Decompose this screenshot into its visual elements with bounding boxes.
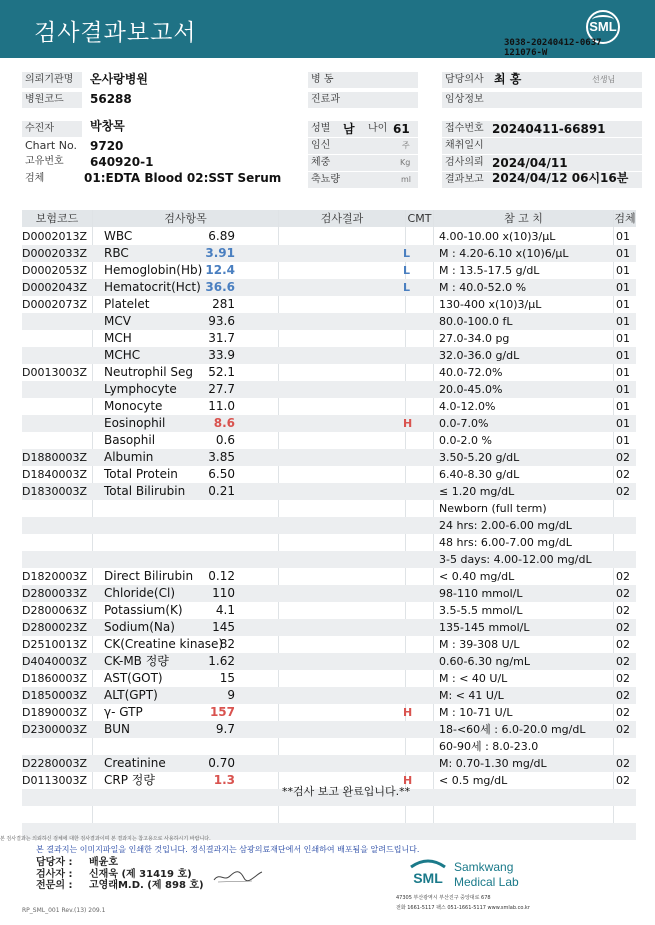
- result-cell: 1.3: [213, 773, 235, 787]
- specimen-cell: 01: [616, 400, 630, 413]
- test-item-cell: Monocyte: [104, 399, 163, 413]
- receipt-value: 20240411-66891: [492, 122, 606, 136]
- specimen-cell: 02: [616, 672, 630, 685]
- specimen-cell: 01: [616, 230, 630, 243]
- result-cell: 4.1: [215, 603, 235, 617]
- urine-volume-unit: ml: [401, 175, 412, 184]
- cmt-flag-cell: H: [403, 706, 413, 719]
- test-item-cell: Total Bilirubin: [104, 484, 186, 498]
- specimen-cell: 01: [616, 366, 630, 379]
- cmt-flag-cell: H: [403, 774, 413, 787]
- specimen-cell: 02: [616, 774, 630, 787]
- insurance-code-cell: D2800033Z: [22, 587, 87, 600]
- cmt-flag-cell: L: [403, 281, 411, 294]
- request-date-label: 검사의뢰: [442, 155, 642, 171]
- reference-cell: 48 hrs: 6.00-7.00 mg/dL: [439, 536, 572, 549]
- reference-cell: 4.0-12.0%: [439, 400, 496, 413]
- col-reference: 참 고 치: [434, 210, 613, 227]
- svg-text:SML: SML: [413, 870, 443, 886]
- test-item-cell: γ- GTP: [104, 705, 143, 719]
- company-name-line-2: Medical Lab: [454, 875, 519, 889]
- specimen-cell: 01: [616, 315, 630, 328]
- test-item-cell: ALT(GPT): [104, 688, 158, 702]
- col-test-item: 검사항목: [93, 210, 278, 227]
- form-number: RP_SML_001 Rev.(13) 209.1: [22, 907, 106, 914]
- hospital-code-label: 병원코드: [22, 92, 82, 108]
- report-time-label: 결과보고: [442, 172, 642, 188]
- reference-cell: 130-400 x(10)3/μL: [439, 298, 542, 311]
- reference-cell: 3.50-5.20 g/dL: [439, 451, 520, 464]
- pregnancy-unit: 주: [402, 141, 410, 150]
- result-cell: 145: [212, 620, 235, 634]
- insurance-code-cell: D2280003Z: [22, 757, 87, 770]
- test-item-cell: RBC: [104, 246, 129, 260]
- reference-cell: 4.00-10.00 x(10)3/μL: [439, 230, 556, 243]
- insurance-code-cell: D0002033Z: [22, 247, 87, 260]
- result-cell: 27.7: [208, 382, 235, 396]
- age-label: 나이: [368, 123, 388, 134]
- test-item-cell: Hemoglobin(Hb): [104, 263, 203, 277]
- result-cell: 11.0: [208, 399, 235, 413]
- result-cell: 9: [227, 688, 235, 702]
- col-result: 검사결과: [279, 210, 405, 227]
- result-cell: 6.89: [208, 229, 235, 243]
- specimen-cell: 02: [616, 689, 630, 702]
- result-cell: 8.6: [213, 416, 235, 430]
- reference-cell: M : 10-71 U/L: [439, 706, 513, 719]
- specimen-cell: 01: [616, 332, 630, 345]
- age-value: 61: [393, 122, 410, 136]
- specimen-cell: 01: [616, 383, 630, 396]
- reference-cell: M : 40.0-52.0 %: [439, 281, 527, 294]
- test-item-cell: Sodium(Na): [104, 620, 175, 634]
- test-item-cell: CRP 정량: [104, 773, 155, 787]
- reference-cell: 0.0-7.0%: [439, 417, 489, 430]
- col-cmt: CMT: [407, 212, 432, 225]
- insurance-code-cell: D0002053Z: [22, 264, 87, 277]
- specimen-cell: 02: [616, 638, 630, 651]
- report-time-value: 2024/04/12 06시16분: [492, 171, 629, 185]
- receipt-label: 접수번호: [442, 121, 642, 137]
- weight-label: 체중: [308, 155, 418, 171]
- company-contact: 전화 1661-5117 팩스 051-1661-5117 www.smlab.co.kr: [396, 905, 530, 911]
- doctor-value: 최 홍: [494, 72, 522, 86]
- insurance-code-cell: D1840003Z: [22, 468, 87, 481]
- cmt-flag-cell: H: [403, 417, 413, 430]
- result-cell: 3.91: [205, 246, 235, 260]
- insurance-code-cell: D2800063Z: [22, 604, 87, 617]
- insurance-code-cell: D1830003Z: [22, 485, 87, 498]
- reference-cell: 0.0-2.0 %: [439, 434, 492, 447]
- chart-value: 9720: [90, 139, 124, 153]
- result-cell: 15: [219, 671, 235, 685]
- specimen-cell: 01: [616, 247, 630, 260]
- result-cell: 0.21: [208, 484, 235, 498]
- specimen-cell: 01: [616, 434, 630, 447]
- insurance-code-cell: D0002043Z: [22, 281, 87, 294]
- barcode-line-2: 121076-W: [504, 48, 548, 58]
- barcode-line-1: 3038-20240412-0637: [504, 38, 602, 48]
- reference-cell: 60-90세 : 8.0-23.0: [439, 740, 539, 753]
- reference-cell: M: 0.70-1.30 mg/dL: [439, 757, 547, 770]
- reference-cell: Newborn (full term): [439, 502, 547, 515]
- insurance-code-cell: D2510013Z: [22, 638, 87, 651]
- reference-cell: 18-<60세 : 6.0-20.0 mg/dL: [439, 723, 586, 736]
- specimen-cell: 02: [616, 451, 630, 464]
- specimen-cell: 01: [616, 298, 630, 311]
- specimen-cell: 01: [616, 417, 630, 430]
- reference-cell: < 0.40 mg/dL: [439, 570, 515, 583]
- test-item-cell: MCH: [104, 331, 132, 345]
- sml-logo-icon: SML: [586, 10, 620, 44]
- insurance-code-cell: D1820003Z: [22, 570, 87, 583]
- test-item-cell: Hematocrit(Hct): [104, 280, 201, 294]
- reference-cell: < 0.5 mg/dL: [439, 774, 508, 787]
- specimen-cell: 02: [616, 468, 630, 481]
- specimen-cell: 02: [616, 621, 630, 634]
- cmt-flag-cell: L: [403, 247, 411, 260]
- signer-name-tester: 신재욱 (제 31419 호): [89, 869, 192, 880]
- result-cell: 52.1: [208, 365, 235, 379]
- urine-volume-label: 축뇨량: [308, 172, 418, 188]
- col-specimen: 검체: [614, 212, 636, 225]
- reference-cell: 135-145 mmol/L: [439, 621, 530, 634]
- test-item-cell: Chloride(Cl): [104, 586, 176, 600]
- result-cell: 0.6: [215, 433, 235, 447]
- ward-label: 병 동: [308, 72, 418, 88]
- sml-footer-logo-icon: [407, 857, 449, 887]
- result-cell: 93.6: [208, 314, 235, 328]
- sex-label: 성별: [308, 121, 418, 137]
- test-item-cell: Platelet: [104, 297, 150, 311]
- signer-label-specialist: 전문의 :: [36, 880, 73, 891]
- result-cell: 6.50: [208, 467, 235, 481]
- reference-cell: 98-110 mmol/L: [439, 587, 523, 600]
- fine-print: 본 검사결과는 의뢰하신 검체에 대한 검사결과이며 본 결과지는 참고용으로 사용하시기 바랍니다.: [0, 836, 211, 842]
- specimen-cell: 01: [616, 264, 630, 277]
- specimen-cell: 02: [616, 757, 630, 770]
- test-item-cell: AST(GOT): [104, 671, 163, 685]
- cmt-flag-cell: L: [403, 264, 411, 277]
- reference-cell: 40.0-72.0%: [439, 366, 503, 379]
- collection-time-label: 채취일시: [442, 138, 642, 154]
- reference-cell: 32.0-36.0 g/dL: [439, 349, 520, 362]
- unique-id-value: 640920-1: [90, 155, 154, 169]
- result-cell: 82: [219, 637, 235, 651]
- reference-cell: 27.0-34.0 pg: [439, 332, 510, 345]
- insurance-code-cell: D1850003Z: [22, 689, 87, 702]
- reference-cell: 24 hrs: 2.00-6.00 mg/dL: [439, 519, 572, 532]
- reference-cell: M : 4.20-6.10 x(10)6/μL: [439, 247, 569, 260]
- result-cell: 1.62: [208, 654, 235, 668]
- test-item-cell: MCHC: [104, 348, 141, 362]
- col-insurance-code: 보험코드: [22, 210, 92, 227]
- clinical-info-label: 임상정보: [442, 92, 642, 108]
- report-header: [0, 0, 655, 58]
- result-cell: 31.7: [208, 331, 235, 345]
- result-cell: 33.9: [208, 348, 235, 362]
- reference-cell: 80.0-100.0 fL: [439, 315, 513, 328]
- test-item-cell: Creatinine: [104, 756, 166, 770]
- specimen-cell: 02: [616, 706, 630, 719]
- test-item-cell: BUN: [104, 722, 130, 736]
- pregnancy-label: 임신: [308, 138, 418, 154]
- reference-cell: 20.0-45.0%: [439, 383, 503, 396]
- signer-name-staff: 배윤호: [89, 857, 118, 868]
- result-cell: 12.4: [205, 263, 235, 277]
- result-cell: 9.7: [215, 722, 235, 736]
- test-item-cell: Basophil: [104, 433, 156, 447]
- test-item-cell: Direct Bilirubin: [104, 569, 194, 583]
- chart-label: Chart No.: [25, 139, 77, 152]
- insurance-code-cell: D0002013Z: [22, 230, 87, 243]
- reference-cell: 3.5-5.5 mmol/L: [439, 604, 523, 617]
- reference-cell: ≤ 1.20 mg/dL: [439, 485, 515, 498]
- reference-cell: 3-5 days: 4.00-12.00 mg/dL: [439, 553, 592, 566]
- test-item-cell: WBC: [104, 229, 133, 243]
- signature-icon: [212, 866, 264, 886]
- insurance-code-cell: D1880003Z: [22, 451, 87, 464]
- insurance-code-cell: D0113003Z: [22, 774, 87, 787]
- specimen-cell: 01: [616, 281, 630, 294]
- test-item-cell: CK-MB 정량: [104, 654, 169, 668]
- result-cell: 3.85: [208, 450, 235, 464]
- specimen-cell: 02: [616, 570, 630, 583]
- test-item-cell: Albumin: [104, 450, 154, 464]
- specimen-cell: 02: [616, 587, 630, 600]
- doctor-suffix: 선생님: [592, 75, 616, 84]
- reference-cell: M : 13.5-17.5 g/dL: [439, 264, 540, 277]
- reference-cell: M: < 41 U/L: [439, 689, 504, 702]
- reference-cell: 6.40-8.30 g/dL: [439, 468, 520, 481]
- insurance-code-cell: D4040003Z: [22, 655, 87, 668]
- test-item-cell: Total Protein: [104, 467, 178, 481]
- patient-label: 수진자: [22, 121, 82, 137]
- insurance-code-cell: D0013003Z: [22, 366, 87, 379]
- test-item-cell: CK(Creatine kinase): [104, 637, 224, 651]
- doctor-label: 담당의사: [442, 72, 642, 88]
- specimen-label: 검체: [25, 173, 45, 184]
- patient-value: 박창목: [90, 119, 125, 133]
- specimen-cell: 02: [616, 655, 630, 668]
- signer-name-specialist: 고영래M.D. (제 898 호): [89, 880, 204, 891]
- result-cell: 36.6: [205, 280, 235, 294]
- insurance-code-cell: D1860003Z: [22, 672, 87, 685]
- insurance-code-cell: D1890003Z: [22, 706, 87, 719]
- hospital-code-value: 56288: [90, 92, 132, 106]
- test-item-cell: MCV: [104, 314, 131, 328]
- hospital-label: 의뢰기관명: [22, 72, 82, 88]
- test-item-cell: Lymphocyte: [104, 382, 177, 396]
- signer-label-staff: 담당자 :: [36, 857, 73, 868]
- report-complete-text: **검사 보고 완료입니다.**: [282, 785, 411, 798]
- result-cell: 157: [209, 705, 235, 719]
- specimen-cell: 02: [616, 604, 630, 617]
- test-item-cell: Neutrophil Seg: [104, 365, 194, 379]
- result-cell: 110: [212, 586, 235, 600]
- sex-value: 남: [343, 122, 355, 136]
- result-cell: 0.70: [208, 756, 235, 770]
- unique-id-label: 고유번호: [25, 156, 64, 167]
- company-address: 47305 부산광역시 부산진구 중앙대로 678: [396, 895, 491, 901]
- insurance-code-cell: D2300003Z: [22, 723, 87, 736]
- test-item-cell: Eosinophil: [104, 416, 166, 430]
- specimen-cell: 01: [616, 349, 630, 362]
- reference-cell: 0.60-6.30 ng/mL: [439, 655, 530, 668]
- reference-cell: M : 39-308 U/L: [439, 638, 520, 651]
- test-item-cell: Potassium(K): [104, 603, 183, 617]
- signer-label-tester: 검사자 :: [36, 869, 73, 880]
- weight-unit: Kg: [400, 158, 411, 167]
- result-cell: 0.12: [208, 569, 235, 583]
- specimen-cell: 02: [616, 485, 630, 498]
- image-print-notice: 본 결과지는 이미지파일을 인쇄한 것입니다. 정식결과지는 삼광의료재단에서 인쇄하여 배포됨을 알려드립니다.: [36, 845, 420, 854]
- specimen-cell: 02: [616, 723, 630, 736]
- company-name-line-1: Samkwang: [454, 860, 514, 874]
- reference-cell: M : < 40 U/L: [439, 672, 508, 685]
- request-date-value: 2024/04/11: [492, 156, 568, 170]
- specimen-value: 01:EDTA Blood 02:SST Serum: [84, 171, 282, 185]
- insurance-code-cell: D2800023Z: [22, 621, 87, 634]
- department-label: 진료과: [308, 92, 418, 108]
- hospital-value: 온사랑병원: [90, 72, 148, 86]
- report-title: 검사결과보고서: [34, 20, 197, 46]
- insurance-code-cell: D0002073Z: [22, 298, 87, 311]
- result-cell: 281: [212, 297, 235, 311]
